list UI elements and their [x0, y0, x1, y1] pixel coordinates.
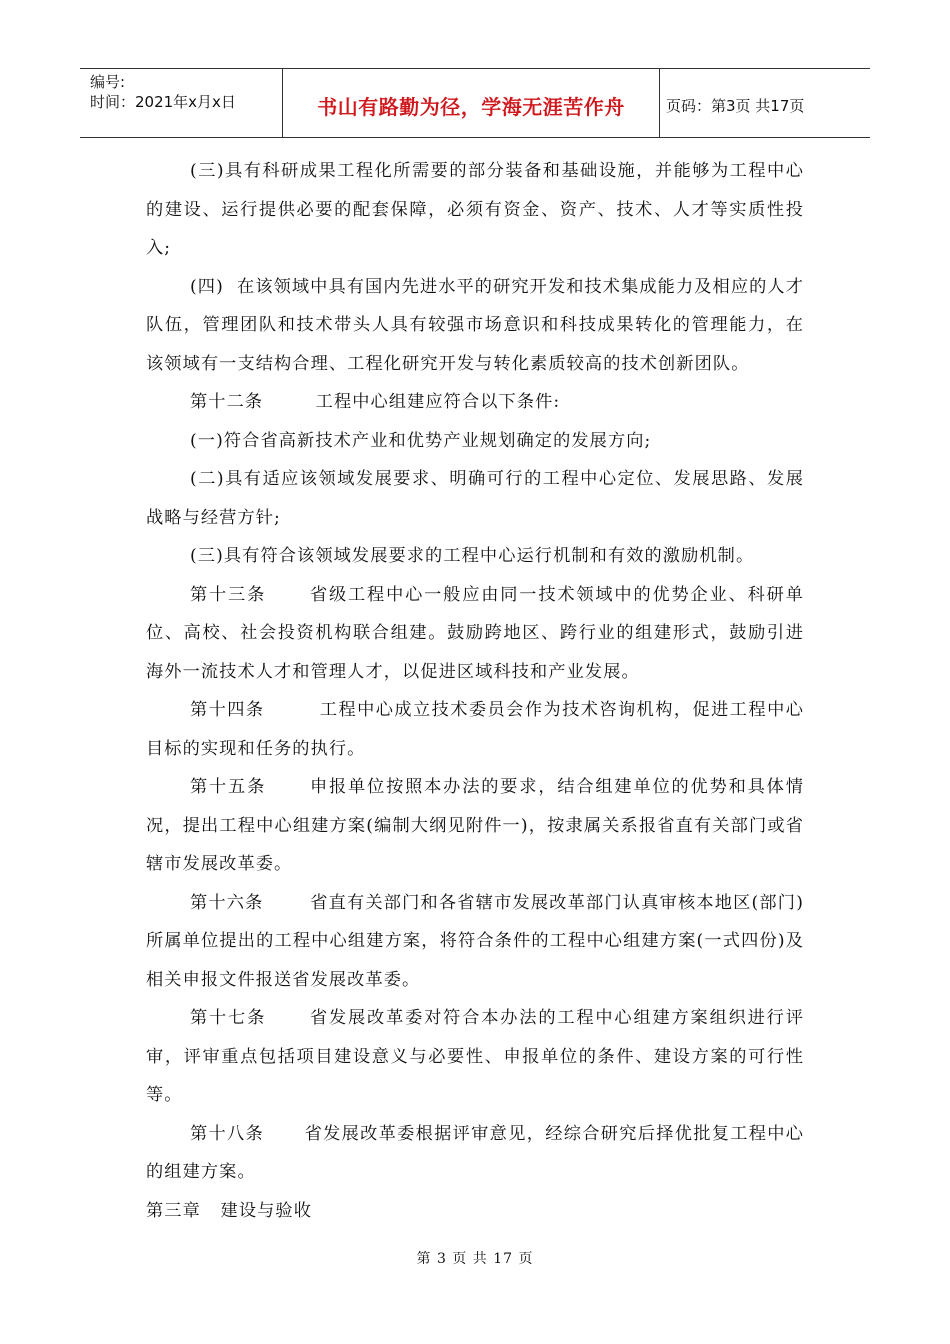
article-13: 第十三条 省级工程中心一般应由同一技术领域中的优势企业、科研单位、高校、社会投资机构联合组建。鼓励跨地区、跨行业的组建形式，鼓励引进海外一流技术人才和管理人才，以促进区域科技和产业发展。: [146, 584, 804, 682]
document-body: [146, 152, 804, 1230]
header-page-number: 页码：第3页 共17页: [666, 97, 805, 115]
motto-text: 书山有路勤为径，学海无涯苦作舟: [317, 95, 625, 119]
document-header: [80, 68, 870, 138]
article-18: 第十八条 省发展改革委根据评审意见，经综合研究后择优批复工程中心的组建方案。: [146, 1123, 804, 1182]
article-12-item-3: (三)具有符合该领域发展要求的工程中心运行机制和有效的激励机制。: [190, 546, 755, 566]
chapter-heading: 第三章 建设与验收: [146, 1200, 312, 1221]
header-meta-cell: [80, 69, 283, 137]
article-12-item-2: (二)具有适应该领域发展要求、明确可行的工程中心定位、发展思路、发展战略与经营方针;: [146, 469, 804, 528]
date-label: 时间：2021年x月x日: [90, 93, 236, 111]
paragraph-item-4: (四) 在该领域中具有国内先进水平的研究开发和技术集成能力及相应的人才队伍，管理团队和技术带头人具有较强市场意识和科技成果转化的管理能力，在该领域有一支结构合理、工程化研究开发与转化素质较高的技术创新团队。: [146, 276, 804, 374]
paragraph-item-3: (三)具有科研成果工程化所需要的部分装备和基础设施，并能够为工程中心的建设、运行提供必要的配套保障，必须有资金、资产、技术、人才等实质性投入;: [146, 161, 804, 258]
header-page-cell: [660, 69, 870, 137]
article-16: 第十六条 省直有关部门和各省辖市发展改革部门认真审核本地区(部门)所属单位提出的工程中心组建方案，将符合条件的工程中心组建方案(一式四份)及相关申报文件报送省发展改革委。: [146, 892, 804, 990]
serial-number-label: 编号:: [90, 73, 126, 91]
article-17: 第十七条 省发展改革委对符合本办法的工程中心组建方案组织进行评审，评审重点包括项目建设意义与必要性、申报单位的条件、建设方案的可行性等。: [146, 1008, 804, 1105]
article-12: 第十二条 工程中心组建应符合以下条件:: [190, 392, 561, 412]
article-12-item-1: (一)符合省高新技术产业和优势产业规划确定的发展方向;: [190, 430, 652, 451]
header-motto-cell: [283, 69, 660, 137]
page-footer: 第 3 页 共 17 页: [416, 1251, 534, 1267]
article-15: 第十五条 申报单位按照本办法的要求，结合组建单位的优势和具体情况，提出工程中心组建方案(编制大纲见附件一)，按隶属关系报省直有关部门或省辖市发展改革委。: [146, 777, 804, 874]
article-14: 第十四条 工程中心成立技术委员会作为技术咨询机构，促进工程中心目标的实现和任务的执行。: [146, 700, 804, 759]
